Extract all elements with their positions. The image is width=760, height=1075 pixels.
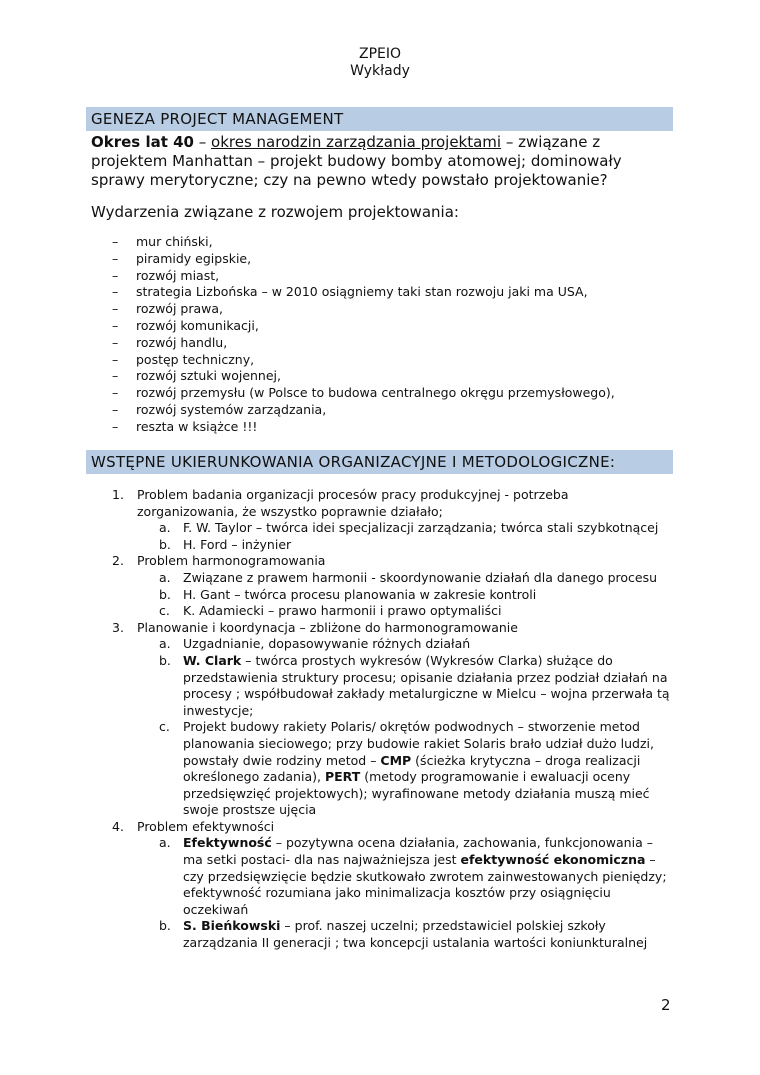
sub-text-run: Uzgadnianie, dopasowywanie różnych działań [183,636,471,652]
list-item-text: rozwój handlu, [136,334,228,350]
sub-item-letter: a. [159,520,171,536]
sub-item [0,587,760,604]
dash-bullet: – [112,250,119,266]
item-number: 4. [112,818,124,834]
list-item-text: piramidy egipskie, [136,250,252,266]
list-item [0,268,615,285]
header-title: ZPEIO [358,46,402,62]
item-text: Problem badania organizacji procesów pracy produkcyjnej - potrzeba zorganizowania, że wszystko poprawnie działało; [137,487,569,519]
sub-item-text [183,835,670,918]
list-item-text: postęp techniczny, [136,351,255,367]
sub-text-run: H. Gant – twórca procesu planowania w zakresie kontroli [183,586,537,602]
sub-text-run: H. Ford – inżynier [183,536,292,552]
list-item [0,368,615,385]
sub-item-letter: b. [159,918,171,934]
dash-bullet: – [112,284,119,300]
sub-item-letter: c. [159,719,170,735]
sub-text-run: – prof. naszej uczelni; przedstawiciel polskiej szkoły zarządzania II generacji ; twa koncepcji ustalania wartości koniunkturalnej [183,918,648,951]
sub-item [0,537,760,554]
sub-text-run: K. Adamiecki – prawo harmonii i prawo optymaliści [183,603,502,619]
sub-text-run: F. W. Taylor – twórca idei specjalizacji zarządzania; twórca stali szybkotnącej [183,520,659,536]
sub-text-run: – czy przedsięwzięcie będzie skutkowało zwrotem zainwestowanych pieniędzy; efektywność rozumiana jako minimalizacja kosztów przy osiągnięciu oczekiwań [183,852,667,917]
events-label: Wydarzenia związane z rozwojem projektowania: [91,203,459,221]
intro-paragraph [91,133,671,190]
list-item-text: strategia Lizbońska – w 2010 osiągniemy taki stan rozwoju jaki ma USA, [136,284,588,300]
section-heading-geneza: GENEZA PROJECT MANAGEMENT [86,107,673,131]
list-item [0,318,615,335]
bold-term: efektywność ekonomiczna [460,852,646,868]
sub-item-text [183,587,670,604]
sub-item-letter: a. [159,636,171,652]
item-number: 3. [112,619,124,635]
list-item [0,419,615,436]
bold-term: CMP [380,752,412,768]
list-item-text: rozwój komunikacji, [136,317,259,333]
item-text: Problem harmonogramowania [137,553,326,569]
item-text: Problem efektywności [137,818,275,834]
list-item-text: rozwój systemów zarządzania, [136,401,327,417]
list-item-text: rozwój sztuki wojennej, [136,368,281,384]
sub-item [0,636,760,653]
sub-item-text [183,603,670,620]
intro-dash: – [193,133,212,151]
sub-item-text [183,570,670,587]
page-number: 2 [661,996,671,1014]
sub-item [0,520,760,537]
sub-item-text [183,653,670,719]
numbered-item [0,620,760,637]
intro-rest: – związane z projektem Manhattan – projekt budowy bomby atomowej; dominowały sprawy merytoryczne; czy na pewno wtedy powstało projektowanie? [91,133,622,189]
dash-bullet: – [112,368,119,384]
numbered-list [0,487,760,952]
list-item-text: rozwój przemysłu (w Polsce to budowa centralnego okręgu przemysłowego), [136,385,615,401]
sub-text-run: – twórca prostych wykresów (Wykresów Clarka) służące do przedstawienia struktury procesu; opisanie działania przez podział działań na procesy ; współbudował zakłady metalurgiczne w Mielcu – wojna przerwała tą inwestycje; [183,652,670,718]
sub-item-text [183,636,670,653]
header-subtitle: Wykłady [350,63,410,79]
list-item [0,301,615,318]
sub-item [0,603,760,620]
list-item [0,385,615,402]
list-item [0,352,615,369]
sub-item-text [183,537,670,554]
dash-bullet: – [112,267,119,283]
list-item [0,402,615,419]
dash-bullet: – [112,234,119,249]
list-item [0,251,615,268]
sub-item-text [183,918,670,951]
numbered-item [0,487,760,520]
sub-text-run: (metody programowanie i ewaluacji oceny przedsięwzięć projektowych); wyrafinowane metody działania muszą mieć swoje prostsze ujęcia [183,769,650,818]
sub-item [0,918,760,951]
sub-item [0,835,760,918]
dash-bullet: – [112,334,119,350]
dash-bullet: – [112,385,119,401]
item-number: 2. [112,553,124,569]
numbered-item [0,819,760,836]
dash-bullet: – [112,351,119,367]
sub-item-letter: b. [159,652,171,668]
bold-term: PERT [324,769,361,785]
dash-bullet: – [112,317,119,333]
sub-text-run: Projekt budowy rakiety Polaris/ okrętów podwodnych – stworzenie metod planowania sieciowego; przy budowie rakiet Solaris brało udział dużo ludzi, powstały dwie rodziny metod – [183,719,654,768]
sub-item-text [183,520,670,537]
sub-text-run: (ścieżka krytyczna – droga realizacji określonego zadania), [183,752,641,785]
list-item [0,335,615,352]
section-heading-wstepne: WSTĘPNE UKIERUNKOWANIA ORGANIZACYJNE I METODOLOGICZNE: [86,450,673,474]
item-text: Planowanie i koordynacja – zbliżone do harmonogramowanie [137,619,518,635]
dash-bullet: – [112,301,119,317]
sub-item-text [183,719,670,819]
list-item-text: reszta w książce !!! [136,418,258,434]
sub-item-letter: c. [159,603,170,619]
events-list [0,234,615,436]
sub-item-letter: a. [159,569,171,585]
sub-text-run: Związane z prawem harmonii - skoordynowanie działań dla danego procesu [183,569,658,585]
list-item-text: mur chiński, [136,234,213,249]
bold-term: W. Clark [183,652,242,668]
intro-underline: okres narodzin zarządzania projektami [211,133,502,151]
dash-bullet: – [112,401,119,417]
intro-bold: Okres lat 40 [91,133,194,151]
bold-term: Efektywność [183,835,272,851]
list-item [0,284,615,301]
sub-item [0,653,760,719]
sub-text-run: – pozytywna ocena działania, zachowania, funkcjonowania – ma setki postaci- dla nas najważniejsza jest [183,835,653,868]
bold-term: S. Bieńkowski [183,918,281,934]
list-item [0,234,615,251]
dash-bullet: – [112,418,119,434]
sub-item-letter: b. [159,536,171,552]
list-item-text: rozwój miast, [136,267,220,283]
sub-item [0,719,760,819]
sub-item-letter: b. [159,586,171,602]
sub-item-letter: a. [159,835,171,851]
item-number: 1. [112,487,124,502]
numbered-item [0,553,760,570]
page-header [0,46,760,80]
list-item-text: rozwój prawa, [136,301,223,317]
sub-item [0,570,760,587]
